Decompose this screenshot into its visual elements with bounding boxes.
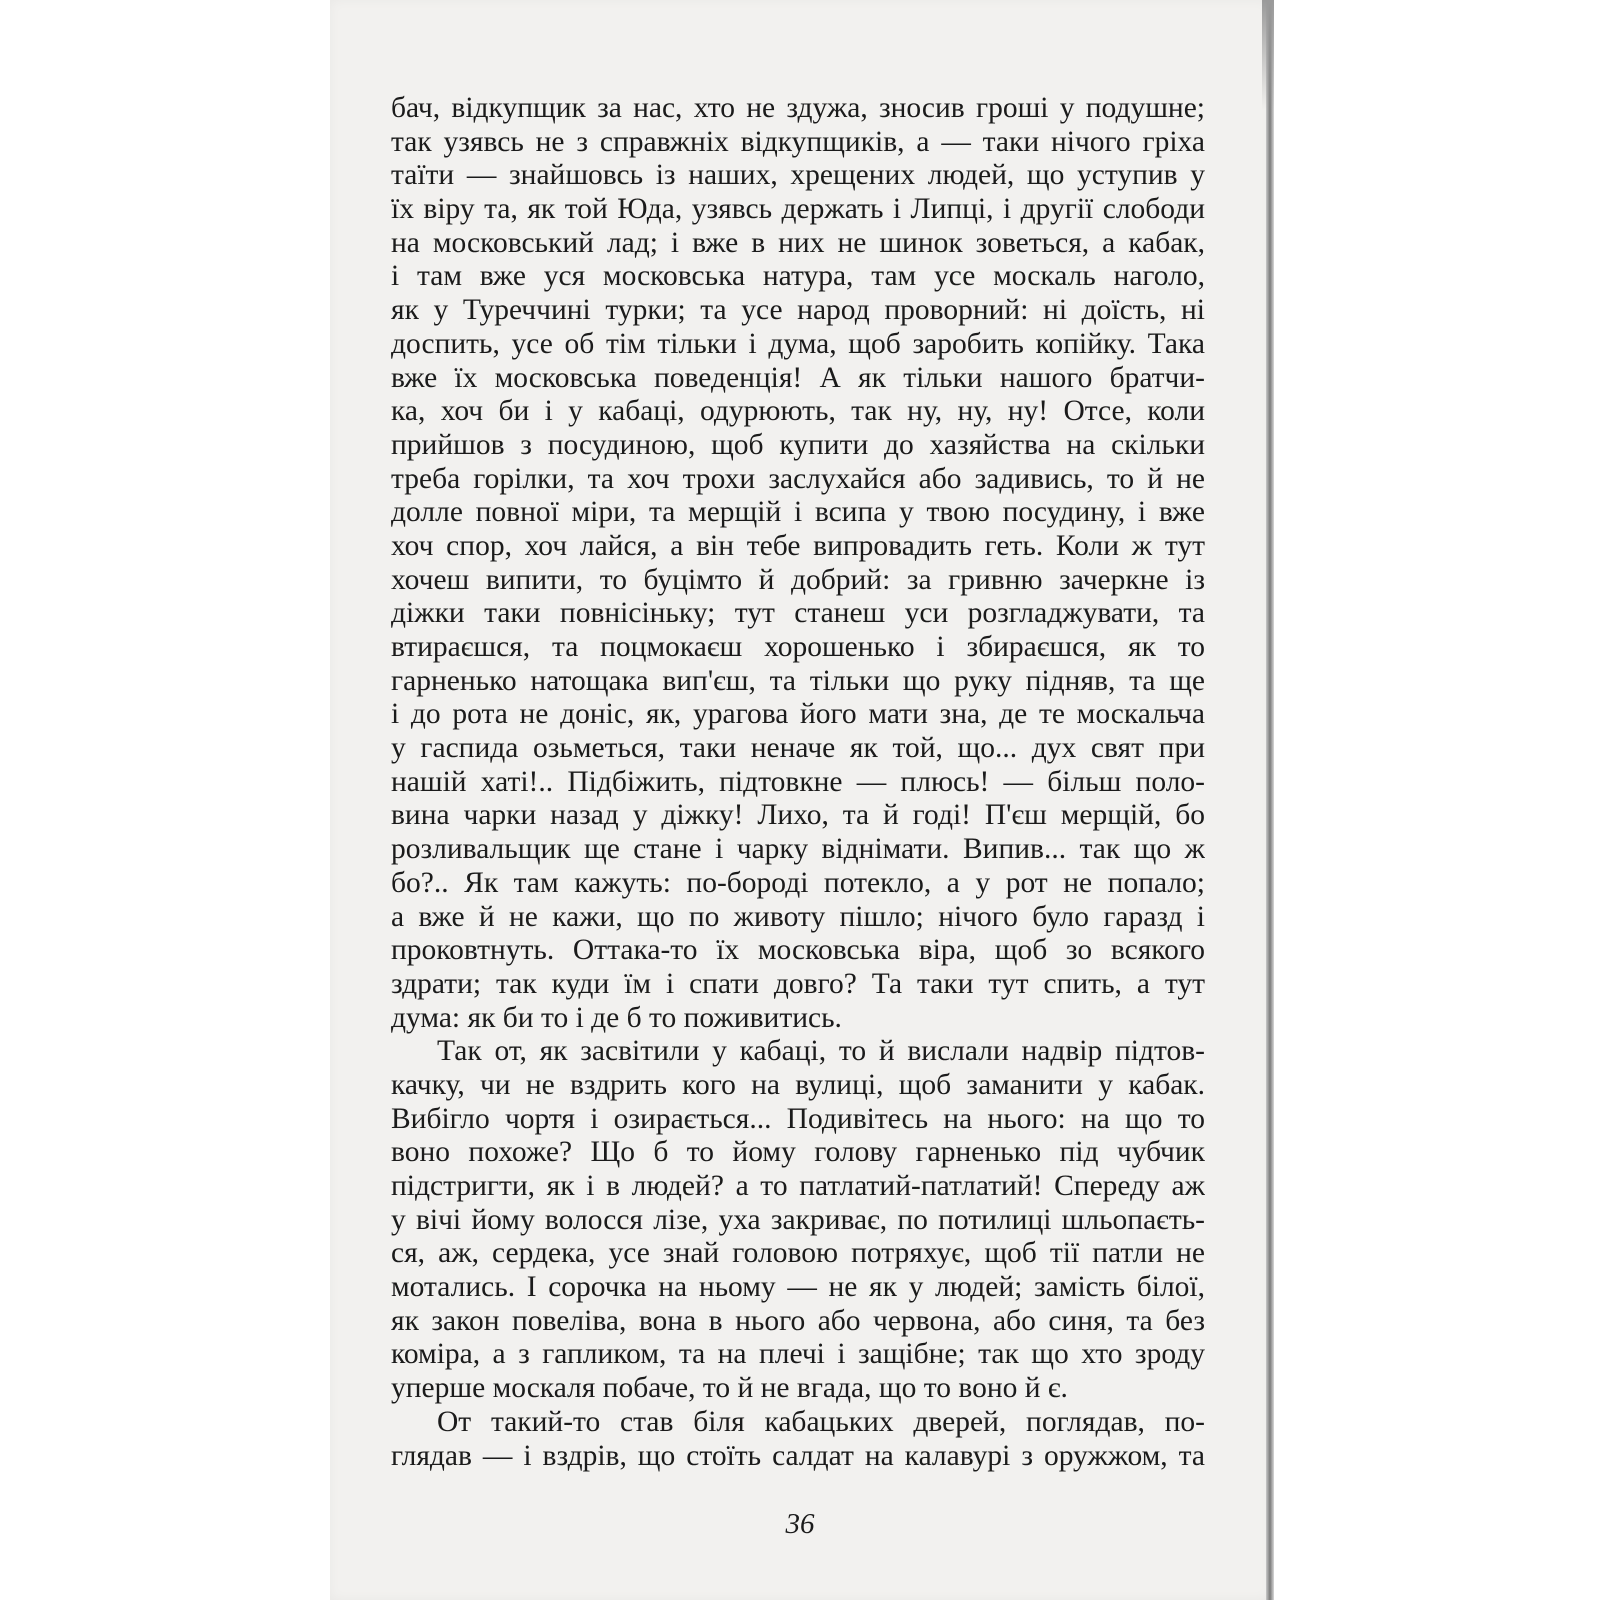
text-line: качку, чи не вздрить кого на вулиці, щоб заманити у кабак. [391, 1068, 1205, 1101]
text-line: ка, хоч би і у кабаці, одурюють, так ну, ну, ну! Отсе, коли [391, 395, 1205, 428]
text-line: як закон повеліва, вона в нього або червона, або синя, та без [391, 1304, 1205, 1337]
text-line: дума: як би то і де б то поживитись. [391, 1001, 842, 1034]
text-line: Вибігло чортя і озирається... Подивітесь на нього: на що то [391, 1102, 1205, 1135]
text-line: здрати; так куди їм і спати довго? Та таки тут спить, а тут [391, 967, 1205, 1000]
text-line: втираєшся, та поцмокаєш хорошенько і збираєшся, як то [391, 631, 1205, 663]
text-line: у гаспида озьметься, таки неначе як той, що... дух свят при [391, 732, 1205, 765]
text-line: на московський лад; і вже в них не шинок зоветься, а кабак, [391, 226, 1205, 259]
text-line: мотались. І сорочка на ньому — не як у людей; замість білої, [391, 1271, 1205, 1304]
text-line: їх віру та, як той Юда, узявсь держать і Липці, і другії слободи [391, 193, 1205, 226]
text-line: треба горілки, та хоч трохи заслухайся або задивись, то й не [391, 462, 1205, 495]
book-spine-edge [1266, 0, 1274, 1600]
text-line: хоч спор, хоч лайся, а він тебе випровадить геть. Коли ж тут [391, 529, 1205, 562]
text-line: От такий-то став біля кабацьких дверей, поглядав, по- [437, 1405, 1205, 1438]
text-line: хочеш випити, то буцімто й добрий: за гривню зачеркне із [391, 563, 1205, 596]
text-line: нашій хаті!.. Підбіжить, підтовкне — плюсь! — більш поло- [391, 765, 1205, 798]
text-line: воно похоже? Що б то йому голову гарненько під чубчик [391, 1136, 1205, 1169]
text-line: і до рота не доніс, як, урагова його мати зна, де те москальча [391, 698, 1205, 731]
text-line: ся, аж, сердека, усе знай головою потряхує, щоб тії патли не [391, 1237, 1205, 1270]
text-line: таїти — знайшовсь із наших, хрещених людей, що уступив у [391, 159, 1205, 192]
text-line: доспить, усе об тім тільки і дума, щоб заробить копійку. Така [391, 327, 1205, 360]
text-line: так узявсь не з справжніх відкупщиків, а — таки нічого гріха [391, 125, 1205, 158]
text-line: бо?.. Як там кажуть: по-бороді потекло, а у рот не попало; [391, 866, 1205, 899]
text-line: а вже й не кажи, що по животу пішло; нічого було гаразд і [391, 900, 1205, 933]
body-text [391, 92, 1205, 1473]
text-line: прийшов з посудиною, щоб купити до хазяйства на скільки [391, 428, 1205, 461]
text-line: глядав — і вздрів, що стоїть салдат на калавурі з оружжом, та [391, 1439, 1205, 1472]
text-line: коміра, а з гапликом, та на плечі і защібне; так що хто зроду [391, 1338, 1205, 1371]
text-line: і там вже уся московська натура, там усе москаль наголо, [391, 260, 1205, 293]
book-spine-shadow [1262, 0, 1274, 110]
text-line: Так от, як засвітили у кабаці, то й вислали надвір підтов- [437, 1035, 1205, 1068]
text-line: уперше москаля побаче, то й не вгада, що то воно й є. [391, 1372, 1068, 1405]
text-line: вина чарки назад у діжку! Лихо, та й годі! П'єш мерщій, бо [391, 799, 1205, 832]
page-number: 36 [785, 1508, 815, 1540]
text-line: у вічі йому волосся лізе, уха закриває, по потилиці шльопаєть- [391, 1203, 1205, 1236]
text-line: підстригти, як і в людей? а то патлатий-патлатий! Спереду аж [391, 1170, 1205, 1202]
text-line: діжки таки повнісіньку; тут станеш уси розгладжувати, та [391, 597, 1205, 630]
text-line: бач, відкупщик за нас, хто не здужа, зносив гроші у подушне; [391, 92, 1205, 124]
text-line: долле повної міри, та мерщій і всипа у твою посудину, і вже [391, 496, 1205, 529]
text-line: проковтнуть. Оттака-то їх московська віра, щоб зо всякого [391, 934, 1205, 967]
text-line: як у Туреччині турки; та усе народ проворний: ні доїсть, ні [391, 294, 1205, 327]
text-line: розливальщик ще стане і чарку віднімати. Випив... так що ж [391, 833, 1205, 866]
text-line: гарненько натощака вип'єш, та тільки що руку підняв, та ще [391, 664, 1205, 697]
text-line: вже їх московська поведенція! А як тільки нашого братчи- [391, 361, 1205, 394]
